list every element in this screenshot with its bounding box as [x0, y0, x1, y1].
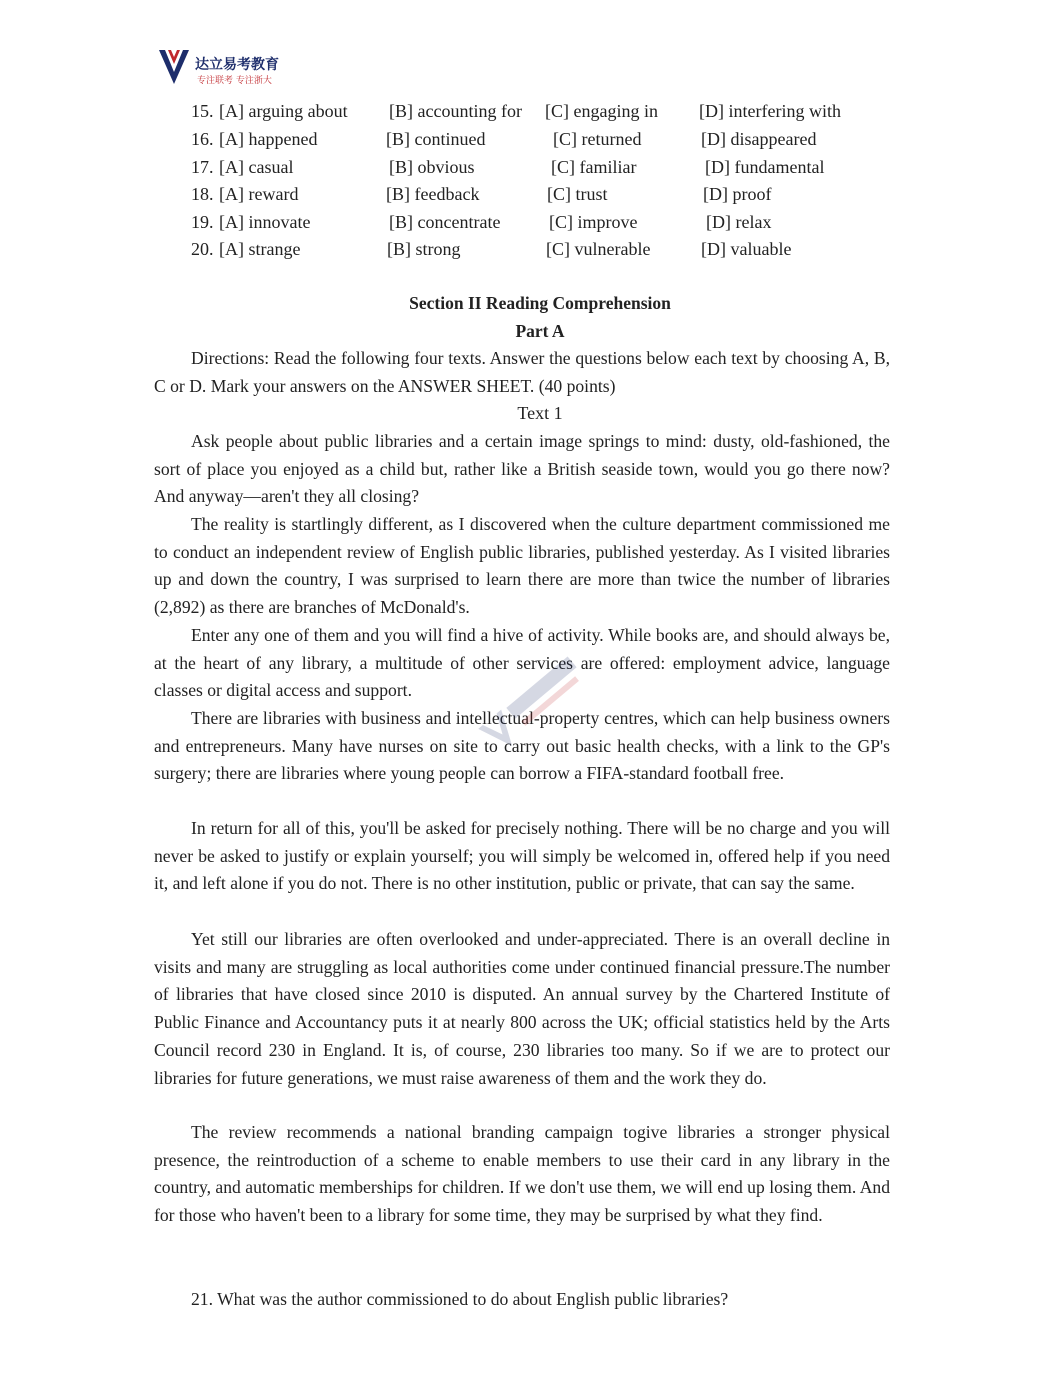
option-row — [0, 155, 1052, 179]
option-row — [0, 127, 1052, 151]
option-b: [B] concentrate — [389, 212, 501, 232]
option-row — [0, 99, 1052, 123]
option-d: [D] disappeared — [701, 129, 817, 149]
option-number: 18. — [191, 184, 214, 204]
question-21: 21. What was the author commissioned to do about English public libraries? — [191, 1289, 729, 1309]
option-number: 20. — [191, 239, 214, 259]
option-b: [B] accounting for — [389, 101, 522, 121]
option-d: [D] interfering with — [699, 101, 841, 121]
option-a: [A] reward — [219, 184, 299, 204]
option-c: [C] vulnerable — [546, 239, 651, 259]
option-c: [C] improve — [549, 212, 638, 232]
paragraph: The review recommends a national branding campaign togive libraries a stronger physical presence, the reintroduction of a scheme to enable members to use their card in any library in the country, and automatic memberships for children. If we don't use them, we will end up losing them. And for those who haven't been to a library for some time, they may be surprised by what they find. — [154, 1122, 890, 1226]
logo-title: 达立易考教育 — [195, 57, 279, 73]
logo-v-icon — [157, 46, 191, 88]
option-number: 19. — [191, 212, 214, 232]
option-a: [A] strange — [219, 239, 301, 259]
option-c: [C] engaging in — [545, 101, 658, 121]
option-d: [D] fundamental — [705, 157, 825, 177]
option-d: [D] proof — [703, 184, 772, 204]
option-d: [D] valuable — [701, 239, 792, 259]
option-c: [C] trust — [547, 184, 608, 204]
option-a: [A] happened — [219, 129, 318, 149]
option-c: [C] familiar — [551, 157, 637, 177]
paragraph: Enter any one of them and you will find a hive of activity. While books are, and should always be, at the heart of any library, a multitude of other services are offered: employment advice, language classes or digital access and support. — [154, 625, 890, 701]
brand-logo — [157, 46, 297, 92]
option-a: [A] casual — [219, 157, 294, 177]
option-b: [B] strong — [387, 239, 461, 259]
paragraph: Yet still our libraries are often overlooked and under-appreciated. There is an overall decline in visits and many are struggling as local authorities come under continued financial pressure.The number of libraries that have closed since 2010 is disputed. An annual survey by the Chartered Institute of Public Finance and Accountancy puts it at nearly 800 across the UK; official statistics held by the Arts Council record 230 in England. It is, of course, 230 libraries too many. So if we are to protect our libraries for future generations, we must raise awareness of them and the work they do. — [154, 929, 890, 1088]
paragraph: In return for all of this, you'll be asked for precisely nothing. There will be no charge and you will never be asked to justify or explain yourself; you will simply be welcomed in, offered help if you need it, and left alone if you do not. There is no other institution, public or private, that can say the same. — [154, 818, 890, 894]
section-title: Section II Reading Comprehension — [409, 293, 671, 313]
option-c: [C] returned — [553, 129, 642, 149]
option-a: [A] arguing about — [219, 101, 348, 121]
paragraph: Ask people about public libraries and a certain image springs to mind: dusty, old-fashioned, the sort of place you enjoyed as a child but, rather like a British seaside town, would you go there now? And anyway—aren't they all closing? — [154, 431, 890, 507]
option-row — [0, 210, 1052, 234]
option-number: 16. — [191, 129, 214, 149]
directions: Directions: Read the following four texts. Answer the questions below each text by choosing A, B, C or D. Mark your answers on the ANSWER SHEET. (40 points) — [154, 348, 890, 396]
option-number: 15. — [191, 101, 214, 121]
option-number: 17. — [191, 157, 214, 177]
option-a: [A] innovate — [219, 212, 311, 232]
logo-subtitle: 专注联考 专注浙大 — [197, 76, 272, 86]
paragraph: The reality is startlingly different, as I discovered when the culture department commissioned me to conduct an independent review of English public libraries, published yesterday. As I visited libraries up and down the country, I was surprised to learn there are more than twice the number of libraries (2,892) as there are branches of McDonald's. — [154, 514, 890, 618]
option-b: [B] feedback — [386, 184, 480, 204]
option-row — [0, 237, 1052, 261]
option-b: [B] continued — [386, 129, 486, 149]
option-d: [D] relax — [706, 212, 772, 232]
part-title: Part A — [515, 321, 565, 341]
option-b: [B] obvious — [389, 157, 475, 177]
paragraph: There are libraries with business and intellectual-property centres, which can help business owners and entrepreneurs. Many have nurses on site to carry out basic health checks, with a link to the GP's surgery; there are libraries where young people can borrow a FIFA-standard football free. — [154, 708, 890, 784]
text-label: Text 1 — [517, 403, 563, 423]
option-row — [0, 182, 1052, 206]
